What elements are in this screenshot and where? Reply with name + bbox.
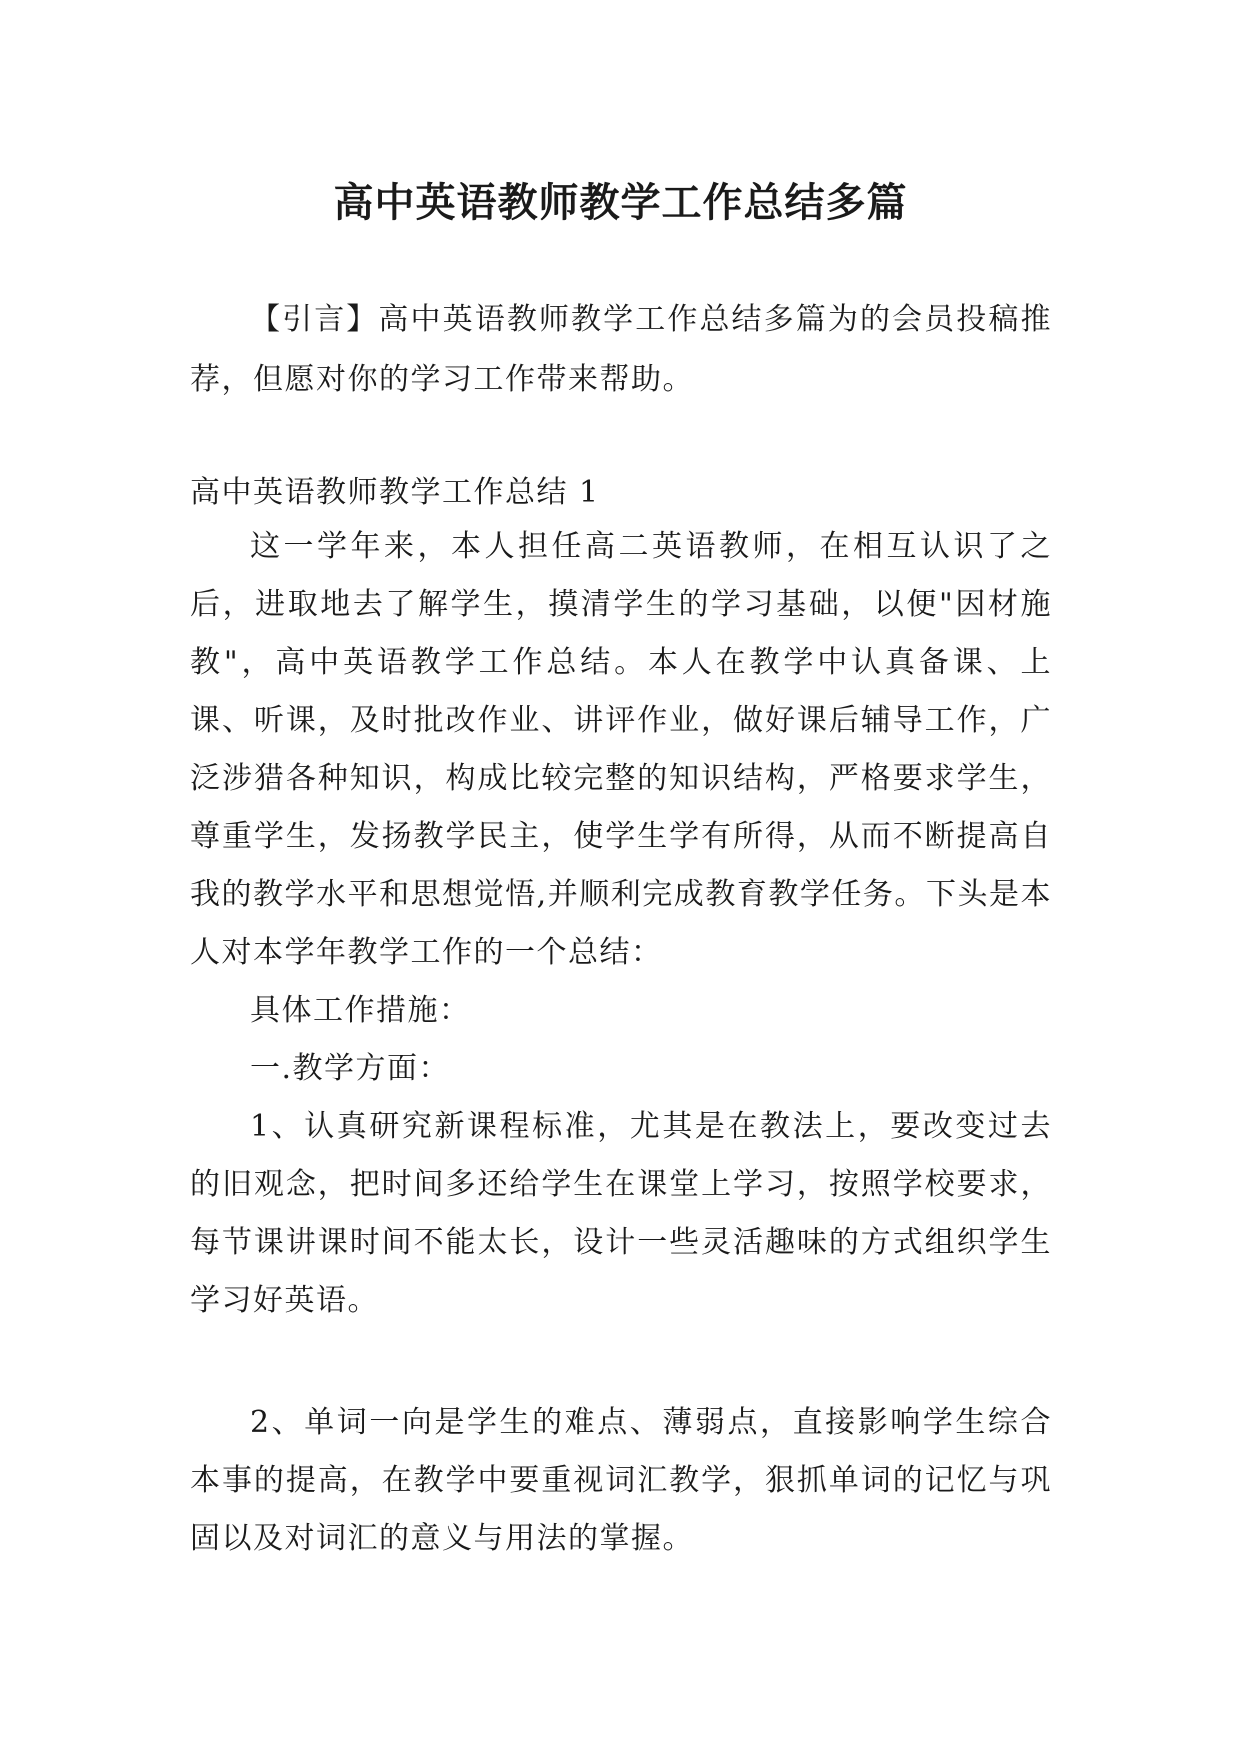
list-item-point-2: 2、单词一向是学生的难点、薄弱点，直接影响学生综合本事的提高，在教学中要重视词汇教学，狠抓单词的记忆与巩固以及对词汇的意义与用法的掌握。 — [190, 1405, 1052, 1556]
intro-paragraph: 【引言】高中英语教师教学工作总结多篇为的会员投稿推荐，但愿对你的学习工作带来帮助。 — [190, 302, 1052, 397]
section-body — [190, 518, 1052, 1330]
section-heading: 高中英语教师教学工作总结 1 — [190, 475, 600, 510]
document-title: 高中英语教师教学工作总结多篇 — [333, 179, 908, 226]
summary-paragraph: 这一学年来，本人担任高二英语教师，在相互认识了之后，进取地去了解学生，摸清学生的学习基础，以便"因材施教"，高中英语教学工作总结。本人在教学中认真备课、上课、听课，及时批改作业、讲评作业，做好课后辅导工作，广泛涉猎各种知识，构成比较完整的知识结构，严格要求学生，尊重学生，发扬教学民主，使学生学有所得，从而不断提高自我的教学水平和思想觉悟,并顺利完成教育教学任务。下头是本人对本学年教学工作的一个总结： — [190, 529, 1052, 970]
list-item-point-1: 1、认真研究新课程标准，尤其是在教法上，要改变过去的旧观念，把时间多还给学生在课堂上学习，按照学校要求，每节课讲课时间不能太长，设计一些灵活趣味的方式组织学生学习好英语。 — [190, 1109, 1052, 1318]
teaching-heading: 一.教学方面： — [250, 1051, 451, 1086]
measures-heading: 具体工作措施： — [250, 993, 471, 1028]
